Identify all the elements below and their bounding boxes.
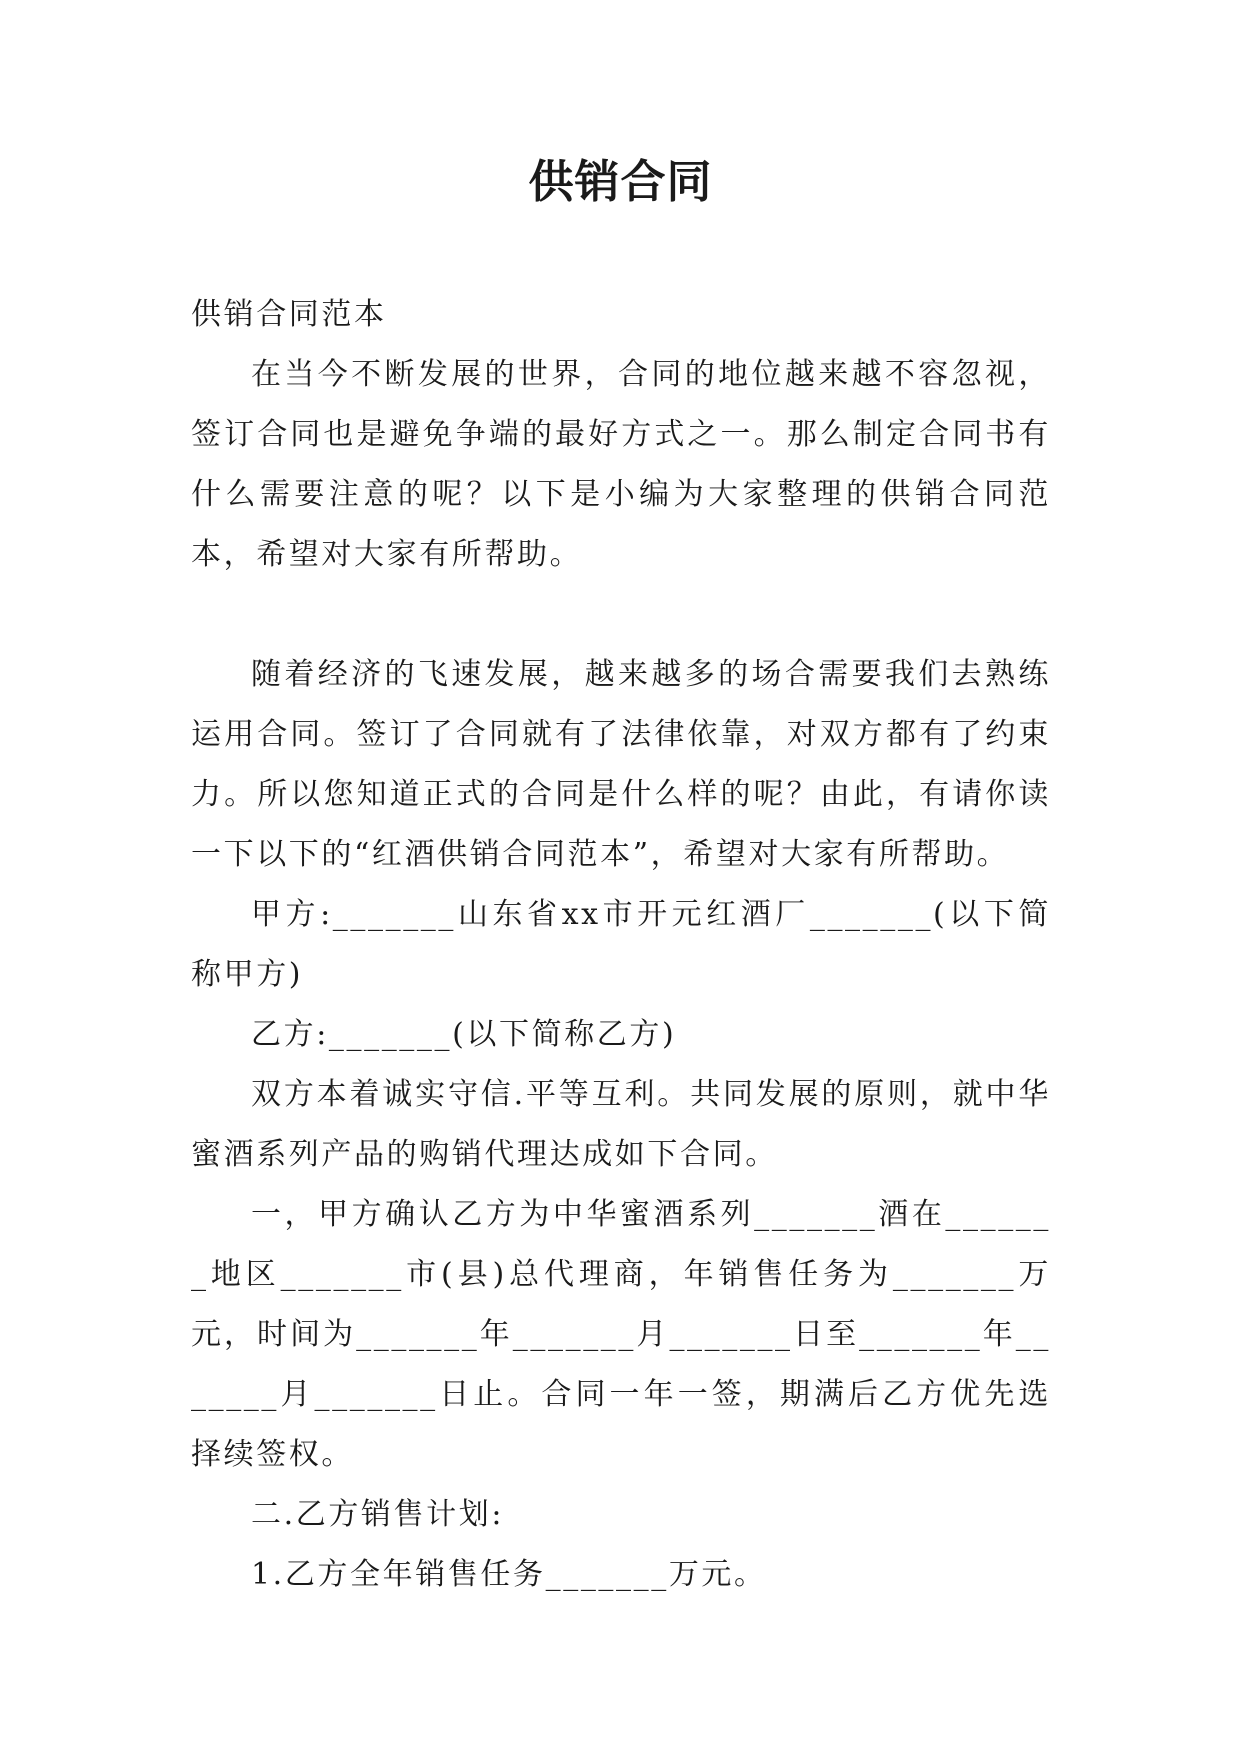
party-b-line: 乙方:_______(以下简称乙方) — [251, 1017, 677, 1052]
clause-one-paragraph: 一，甲方确认乙方为中华蜜酒系列_______酒在_______地区_______市(县)总代理商，年销售任务为_______万元，时间为_______年_______月_______日至_______年_______月_______日止。合同一年一签，期满后乙方优先选择续签权。 — [191, 1197, 1051, 1472]
document-title: 供销合同 — [528, 155, 713, 208]
intro-paragraph: 在当今不断发展的世界，合同的地位越来越不容忽视，签订合同也是避免争端的最好方式之一。那么制定合同书有什么需要注意的呢？以下是小编为大家整理的供销合同范本，希望对大家有所帮助。 — [191, 357, 1051, 572]
document-body — [191, 285, 1051, 1605]
principle-paragraph: 双方本着诚实守信.平等互利。共同发展的原则，就中华蜜酒系列产品的购销代理达成如下合同。 — [191, 1077, 1051, 1172]
clause-two-heading: 二.乙方销售计划: — [251, 1497, 505, 1532]
party-a-line: 甲方:_______山东省xx市开元红酒厂_______(以下简称甲方) — [191, 897, 1051, 992]
document-subtitle: 供销合同范本 — [191, 297, 387, 332]
clause-two-item-one: 1.乙方全年销售任务_______万元。 — [251, 1557, 767, 1592]
background-paragraph: 随着经济的飞速发展，越来越多的场合需要我们去熟练运用合同。签订了合同就有了法律依靠，对双方都有了约束力。所以您知道正式的合同是什么样的呢？由此，有请你读一下以下的“红酒供销合同范本”，希望对大家有所帮助。 — [191, 657, 1051, 872]
